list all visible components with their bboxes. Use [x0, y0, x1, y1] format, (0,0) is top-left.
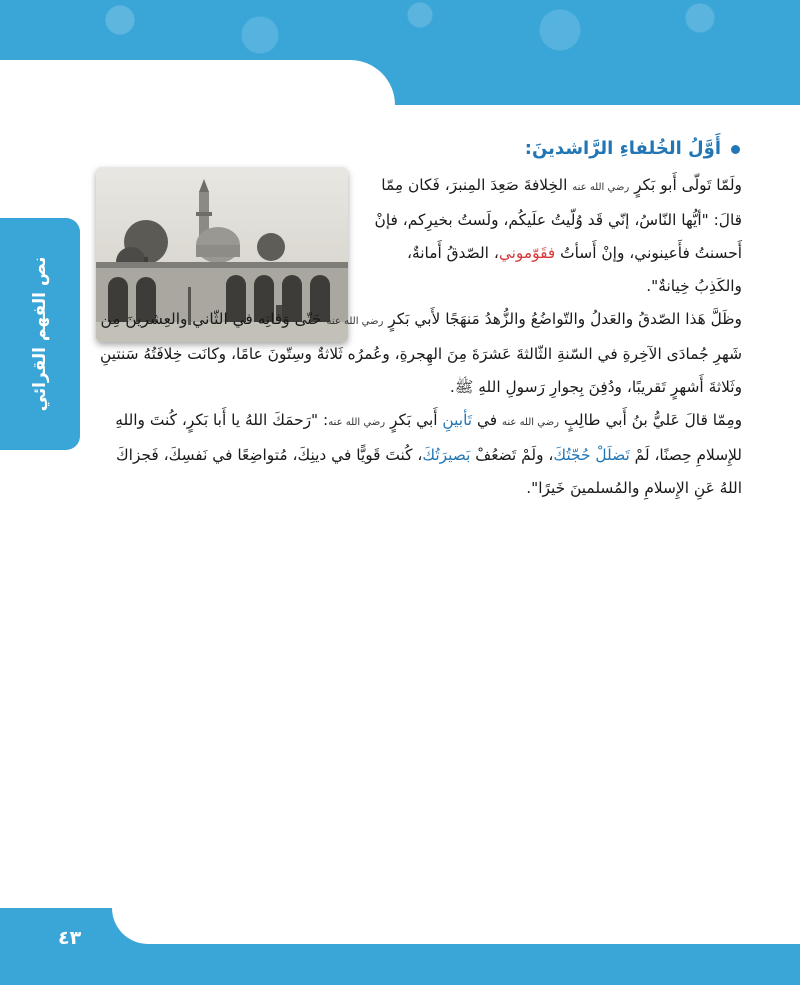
honorific: رضي الله عنه	[328, 417, 386, 428]
top-decorative-band	[0, 0, 800, 105]
highlighted-word-blue: بَصيرَتُكَ	[422, 446, 471, 464]
paragraph-3	[94, 404, 742, 505]
p1-text-a: ولَمّا تَولّى أَبو بَكرٍ	[634, 176, 742, 194]
highlighted-phrase-blue: تَضلَلْ حُجّتُكَ	[553, 446, 630, 464]
bullet-icon	[731, 145, 740, 154]
p3-text-b: في	[476, 411, 498, 429]
highlighted-word-blue: تَأبينِ	[442, 411, 473, 429]
p2-text-a: وظَلَّ هَذا الصّدقُ والعَدلُ والتّواضُعُ والزُّهدُ مَنهَجًا لأَبي بَكرٍ	[388, 310, 742, 328]
honorific-prophet: ﷺ	[454, 378, 474, 396]
side-tab-label: نص الفهم القرائي	[30, 256, 50, 412]
p3-text-c: أَبي بَكرٍ	[389, 411, 438, 429]
p2-text-b: حَتّى وَفاتِه في الثّاني والعِشرينَ مِن شَهرِ جُمادَى الآخِرةِ في السّنةِ الثّالثةَ عَشرَةَ مِنَ الهِجرةِ، وعُمرُه ثَلاثةٌ وسِتّونَ عامًا، وكانَت خِلافَتُهُ سَنتينِ وثَلاثةَ أَشهرٍ تَقريبًا، ودُفِنَ بِجوارِ رَسولِ اللهِ	[99, 310, 742, 396]
heading-text: أَوَّلُ الخُلفاءِ الرَّاشدينَ:	[524, 138, 721, 159]
section-heading	[94, 132, 742, 165]
paragraph-2: وظَلَّ هَذا الصّدقُ والعَدلُ والتّواضُعُ والزُّهدُ مَنهَجًا لأَبي بَكرٍ رضي الله عنه حَتّى وَفاتِه في الثّاني والعِشرينَ مِن شَهرِ جُمادَى الآخِرةِ في السّنةِ الثّالثةَ عَشرَةَ مِنَ الهِجرةِ، وعُمرُه ثَلاثةٌ وسِتّونَ عامًا، وكانَت خِلافَتُهُ سَنتينِ وثَلاثةَ أَشهرٍ تَقريبًا، ودُفِنَ بِجوارِ رَسولِ اللهِ ﷺ.	[99, 310, 742, 396]
arabesque-pattern	[0, 0, 800, 60]
honorific: رضي الله عنه	[502, 417, 559, 428]
honorific: رضي الله عنه	[572, 182, 630, 193]
p3-text-f: ، كُنتَ قَويًّا في دينِكَ، مُتواضِعًا في نَفسِكَ، فَجزاكَ اللهُ عَنِ الإِسلامِ والمُسلمينَ خَيرًا".	[116, 446, 742, 497]
page-number: ٤٣	[58, 927, 82, 949]
lesson-text	[94, 132, 742, 505]
p1-text-b: الخِلافةَ صَعِدَ المِنبرَ، فَكان مِمّا قالَ: "أيُّها النّاسُ، إنّي قَد وُلّيتُ علَيكُم، ولَستُ بخيرِكم، فإنْ أَحسنتُ فأَعينوني، وإنْ أَسأتُ	[374, 176, 742, 262]
highlighted-word-red: فقَوّموني	[498, 244, 556, 262]
honorific: رضي الله عنه	[326, 316, 384, 327]
paragraph-1	[362, 169, 742, 303]
p3-text-d: : "رَحمَكَ اللهُ يا أَبا بَكرٍ، كُنتَ واللهِ للإِسلامِ حِصنًا، لَمْ	[115, 411, 742, 464]
p3-text-a: ومِمّا قالَ عَليُّ بنُ أَبي طالِبٍ	[563, 411, 742, 429]
section-side-tab	[0, 218, 80, 450]
bottom-decorative-band	[0, 908, 800, 985]
p1-text-c: ، الصّدقُ أَمانةٌ، والكَذِبُ خِيانةٌ".	[407, 244, 742, 295]
p3-text-e: ، ولَمْ تَضعُفْ	[475, 446, 554, 464]
